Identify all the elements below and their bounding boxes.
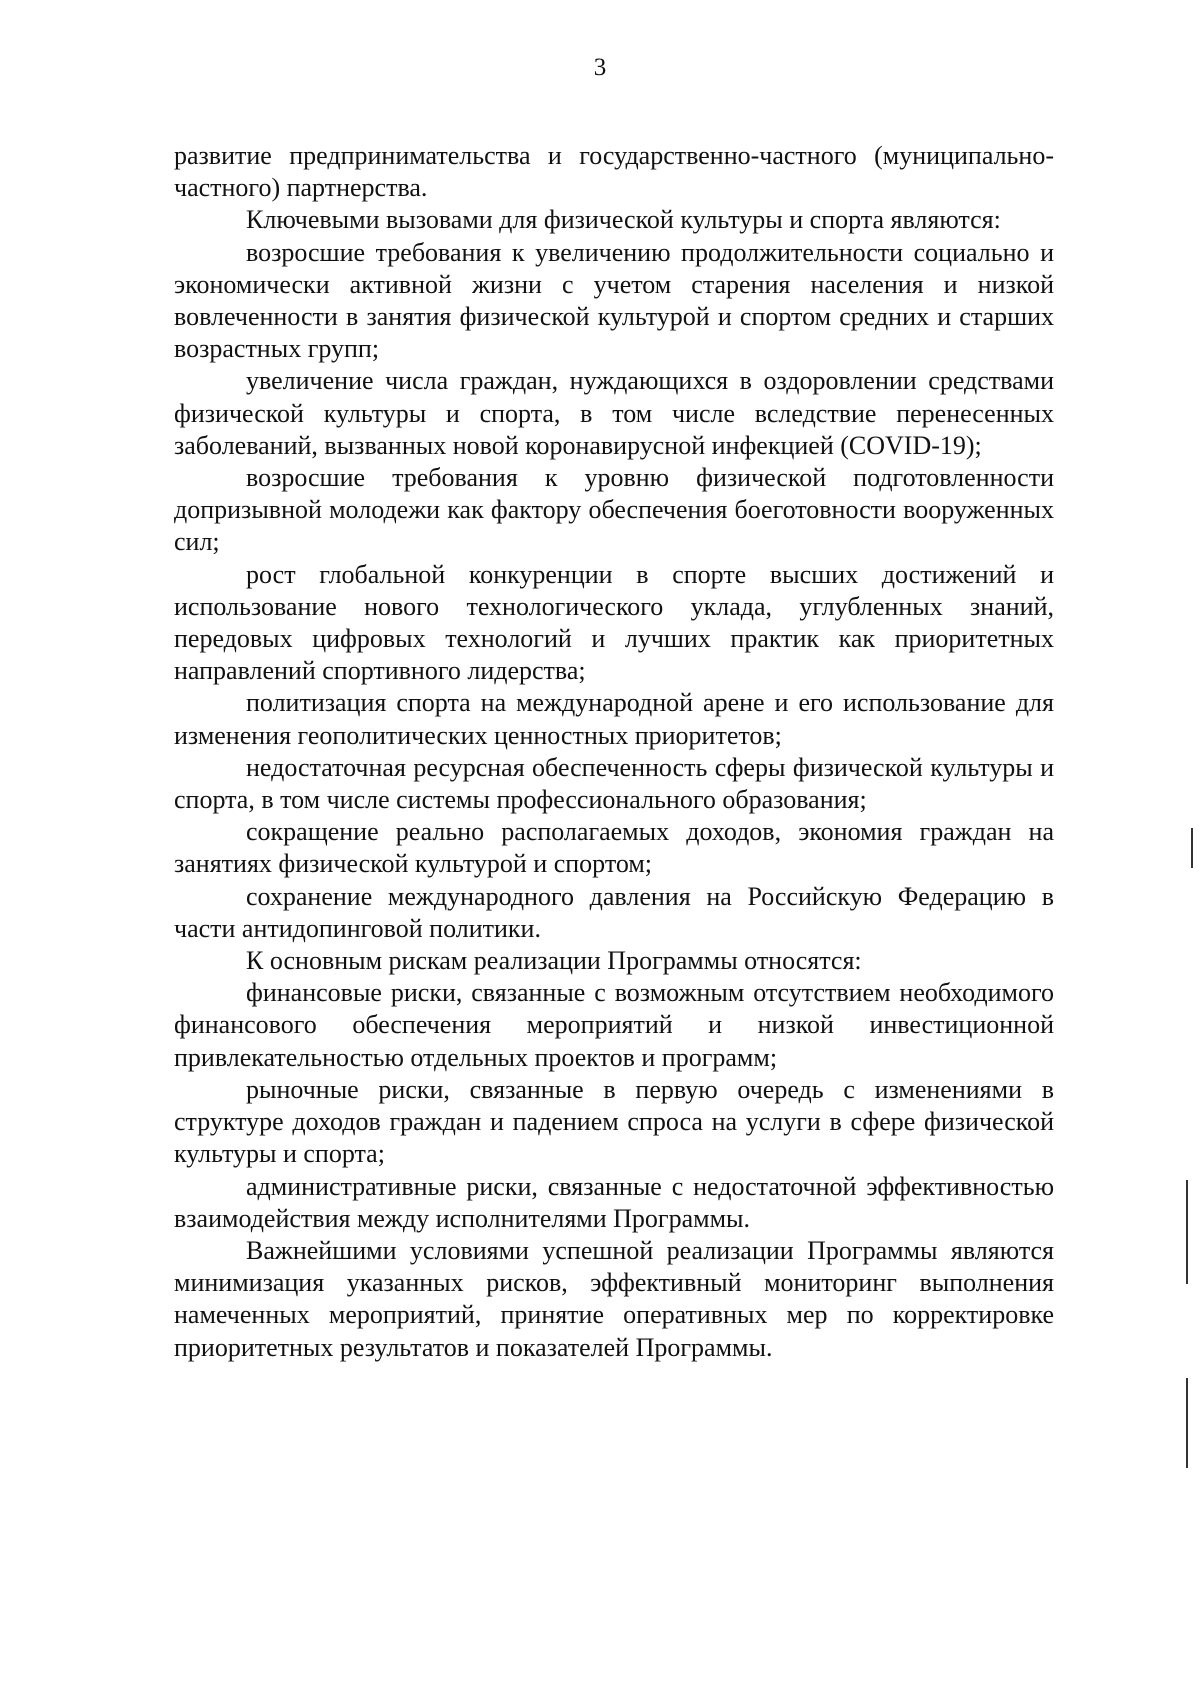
paragraph: недостаточная ресурсная обеспеченность сферы физической культуры и спорта, в том числе системы профессионального образования; <box>174 752 1054 815</box>
paragraph: финансовые риски, связанные с возможным отсутствием необходимого финансового обеспечения мероприятий и низкой инвестиционной привлекательностью отдельных проектов и программ; <box>174 978 1054 1072</box>
paragraph: Важнейшими условиями успешной реализации Программы являются минимизация указанных рисков, эффективный мониторинг выполнения намеченных мероприятий, принятие оперативных мер по корректировке приоритетных результатов и показателей Программы. <box>174 1235 1054 1362</box>
paragraph: Ключевыми вызовами для физической культуры и спорта являются: <box>246 205 1001 235</box>
paragraph: сокращение реально располагаемых доходов, экономия граждан на занятиях физической культурой и спортом; <box>174 817 1054 879</box>
paragraph: рост глобальной конкуренции в спорте высших достижений и использование нового технологического уклада, углубленных знаний, передовых цифровых технологий и лучших практик как приоритетных направлений спортивного лидерства; <box>174 559 1054 686</box>
paragraph: К основным рискам реализации Программы относятся: <box>246 946 862 976</box>
paragraph: политизация спорта на международной арене и его использование для изменения геополитических ценностных приоритетов; <box>174 688 1054 750</box>
paragraph: возросшие требования к увеличению продолжительности социально и экономически активной жизни с учетом старения населения и низкой вовлеченности в занятия физической культурой и спортом средних и старших возрастных групп; <box>174 237 1054 364</box>
paragraph: развитие предпринимательства и государственно-частного (муниципально-частного) партнерства. <box>174 141 1054 203</box>
document-body <box>174 140 1054 1364</box>
paragraph: административные риски, связанные с недостаточной эффективностью взаимодействия между исполнителями Программы. <box>174 1171 1054 1233</box>
paragraph: рыночные риски, связанные в первую очередь с изменениями в структуре доходов граждан и падением спроса на услуги в сфере физической культуры и спорта; <box>174 1074 1054 1169</box>
scan-mark <box>1186 1180 1188 1284</box>
scan-mark <box>1191 828 1193 868</box>
page-number: 3 <box>593 54 607 81</box>
paragraph: сохранение международного давления на Российскую Федерацию в части антидопинговой политики. <box>174 881 1054 943</box>
paragraph: увеличение числа граждан, нуждающихся в оздоровлении средствами физической культуры и спорта, в том числе вследствие перенесенных заболеваний, вызванных новой коронавирусной инфекцией (COVID-19); <box>174 366 1054 460</box>
paragraph: возросшие требования к уровню физической подготовленности допризывной молодежи как фактору обеспечения боеготовности вооруженных сил; <box>174 463 1054 557</box>
scan-mark <box>1186 1378 1188 1468</box>
